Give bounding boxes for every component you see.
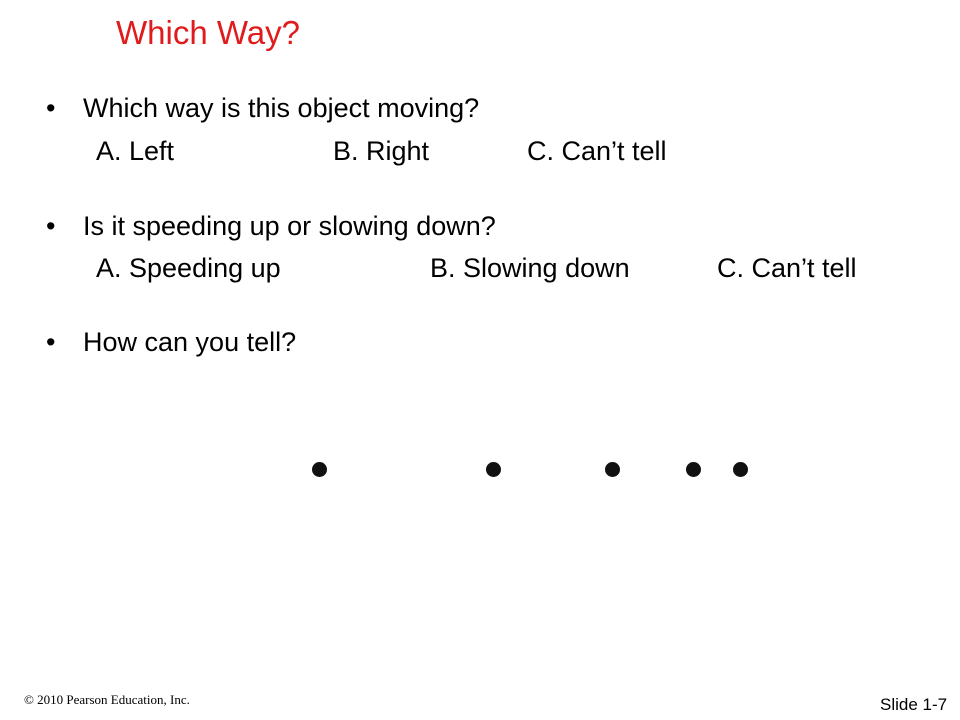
slide-number: Slide 1-7 xyxy=(880,695,948,714)
question-1-prompt: Which way is this object moving? xyxy=(83,93,480,123)
motion-dot-4 xyxy=(686,462,701,477)
motion-dot-5 xyxy=(733,462,748,477)
question-1-option-a: A. Left xyxy=(96,136,175,166)
copyright-notice: © 2010 Pearson Education, Inc. xyxy=(24,692,190,707)
question-1-option-c: C. Can’t tell xyxy=(527,136,667,166)
question-1-option-b: B. Right xyxy=(333,136,430,166)
slide-title: Which Way? xyxy=(116,14,300,51)
question-2-option-b: B. Slowing down xyxy=(430,253,630,283)
question-2-option-a: A. Speeding up xyxy=(96,253,281,283)
bullet-marker: • xyxy=(46,93,56,123)
question-3-prompt: How can you tell? xyxy=(83,327,297,357)
motion-dot-2 xyxy=(486,462,501,477)
question-2-prompt: Is it speeding up or slowing down? xyxy=(83,211,496,241)
question-2-option-c: C. Can’t tell xyxy=(717,253,857,283)
bullet-marker: • xyxy=(46,211,56,241)
bullet-marker: • xyxy=(46,327,56,357)
motion-dot-3 xyxy=(605,462,620,477)
motion-dot-1 xyxy=(312,462,327,477)
